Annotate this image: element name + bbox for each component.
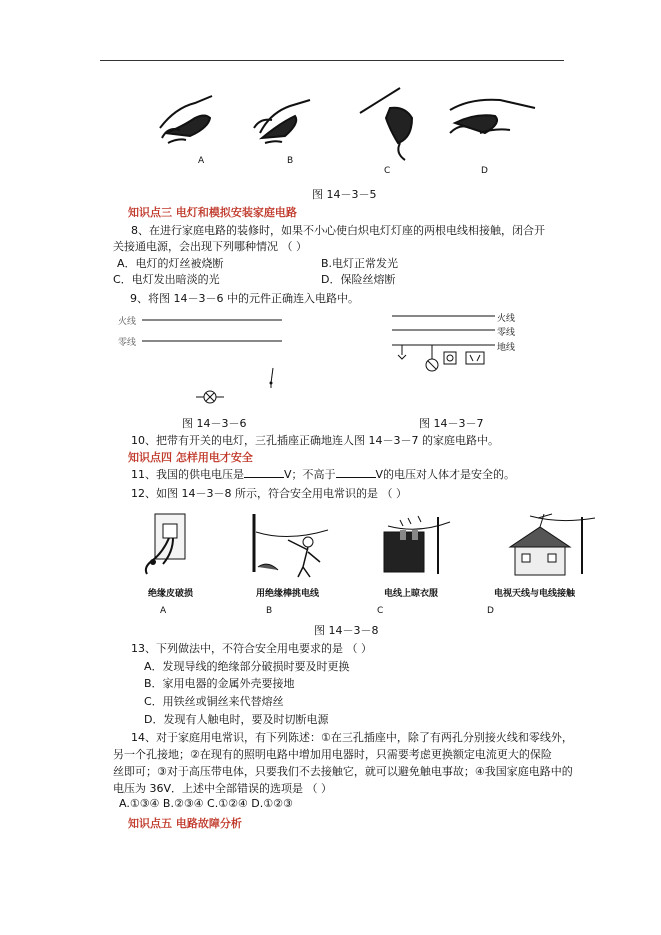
- section5-title: 知识点五 电路故障分析: [128, 817, 242, 830]
- section4-title: 知识点四 怎样用电才安全: [128, 451, 253, 464]
- q12-text: 12、如图 14－3－8 所示，符合安全用电常识的是 （ ）: [131, 487, 407, 500]
- fig7-ground-label: 地线: [497, 343, 516, 353]
- q8-line1: 8、在进行家庭电路的装修时，如果不小心使白炽电灯灯座的两根电线相接触，闭合开: [131, 224, 545, 237]
- q11-part2: V；不高于: [284, 468, 336, 481]
- header-rule: [100, 60, 564, 61]
- fig7-socket-icon: [466, 352, 484, 364]
- fig6-caption: 图 14－3－6: [182, 417, 247, 430]
- fig8-caption: 图 14－3－8: [314, 624, 379, 637]
- fig7-switch-icon: [444, 352, 456, 364]
- q13-text: 13、下列做法中，不符合安全用电要求的是 （ ）: [131, 642, 372, 655]
- fig5-letter-a: A: [198, 156, 205, 166]
- q8-line2: 关接通电源，会出现下列哪种情况 （ ）: [113, 240, 307, 253]
- q14-line2: 另一个孔接地；②在现有的照明电路中增加用电器时，只需要考虑更换额定电流更大的保险: [113, 748, 552, 761]
- fig8-pic-c: [378, 512, 458, 582]
- fig6-neutral-label: 零线: [118, 338, 137, 348]
- q11-blank2[interactable]: [336, 467, 376, 478]
- fig8-letter-c: C: [377, 606, 384, 616]
- fig8-label-a: 绝缘皮破损: [148, 589, 194, 599]
- section3-title: 知识点三 电灯和模拟安装家庭电路: [128, 206, 297, 219]
- fig7-live-label: 火线: [497, 314, 516, 324]
- fig8-label-c: 电线上晾衣服: [384, 589, 439, 599]
- q14-options: A.①③④ B.②③④ C.①②④ D.①②③: [119, 797, 293, 810]
- q11-part3: V的电压对人体才是安全的。: [375, 468, 516, 481]
- q13-option-c: C．用铁丝或铜丝来代替熔丝: [144, 695, 284, 708]
- fig5-letter-d: D: [481, 166, 488, 176]
- q13-option-b: B．家用电器的金属外壳要接地: [144, 677, 295, 690]
- q14-line3: 丝即可；③对于高压带电体，只要我们不去接触它，就可以避免触电事故；④我国家庭电路中的: [113, 765, 573, 778]
- hand-b-image: [254, 100, 310, 143]
- hand-d-image: [450, 100, 535, 133]
- hand-a-image: [160, 96, 212, 143]
- switch-icon: [270, 368, 274, 388]
- q11-part1: 11、我国的供电电压是: [131, 468, 244, 481]
- fig7-circuit: [390, 310, 500, 390]
- q13-option-a: A．发现导线的绝缘部分破损时要及时更换: [144, 660, 350, 673]
- fig8-label-d: 电视天线与电线接触: [494, 589, 576, 599]
- q8-option-b: B.电灯正常发光: [321, 257, 399, 270]
- fig8-label-b: 用绝缘棒挑电线: [256, 589, 320, 599]
- q8-option-d: D．保险丝熔断: [321, 273, 396, 286]
- q14-line4: 电压为 36V．上述中全部错误的选项是 （ ）: [113, 782, 333, 795]
- test-pen-illustration: [150, 88, 540, 168]
- fig8-letter-b: B: [266, 606, 273, 616]
- fig5-caption: 图 14－3－5: [312, 188, 377, 201]
- q10-text: 10、把带有开关的电灯，三孔插座正确地连人图 14－3－7 的家庭电路中。: [131, 434, 499, 447]
- hand-c-image: [360, 88, 412, 160]
- fig5-letter-b: B: [287, 156, 294, 166]
- q11-text: [131, 466, 515, 482]
- fig8-letter-d: D: [487, 606, 494, 616]
- q8-option-c: C．电灯发出暗淡的光: [113, 273, 220, 286]
- fig7-caption: 图 14－3－7: [419, 417, 484, 430]
- q8-option-a: A．电灯的灯丝被烧断: [117, 257, 224, 270]
- fig8-pic-a: [133, 512, 213, 582]
- fig6-live-label: 火线: [118, 317, 137, 327]
- q14-line1: 14、对于家庭用电常识，有下列陈述：①在三孔插座中，除了有两孔分别接火线和零线外，: [131, 731, 573, 744]
- fig6-circuit: [100, 310, 300, 410]
- fig8-pic-d: [500, 512, 600, 582]
- fig5-letter-c: C: [384, 166, 391, 176]
- q13-option-d: D．发现有人触电时，要及时切断电源: [144, 713, 329, 726]
- q11-blank1[interactable]: [244, 467, 284, 478]
- fig7-neutral-label: 零线: [497, 328, 516, 338]
- fig8-pic-b: [248, 512, 338, 582]
- q9-text: 9、将图 14－3－6 中的元件正确连入电路中。: [130, 292, 359, 305]
- fig7-lamp-icon: [426, 345, 438, 371]
- fig8-letter-a: A: [160, 606, 167, 616]
